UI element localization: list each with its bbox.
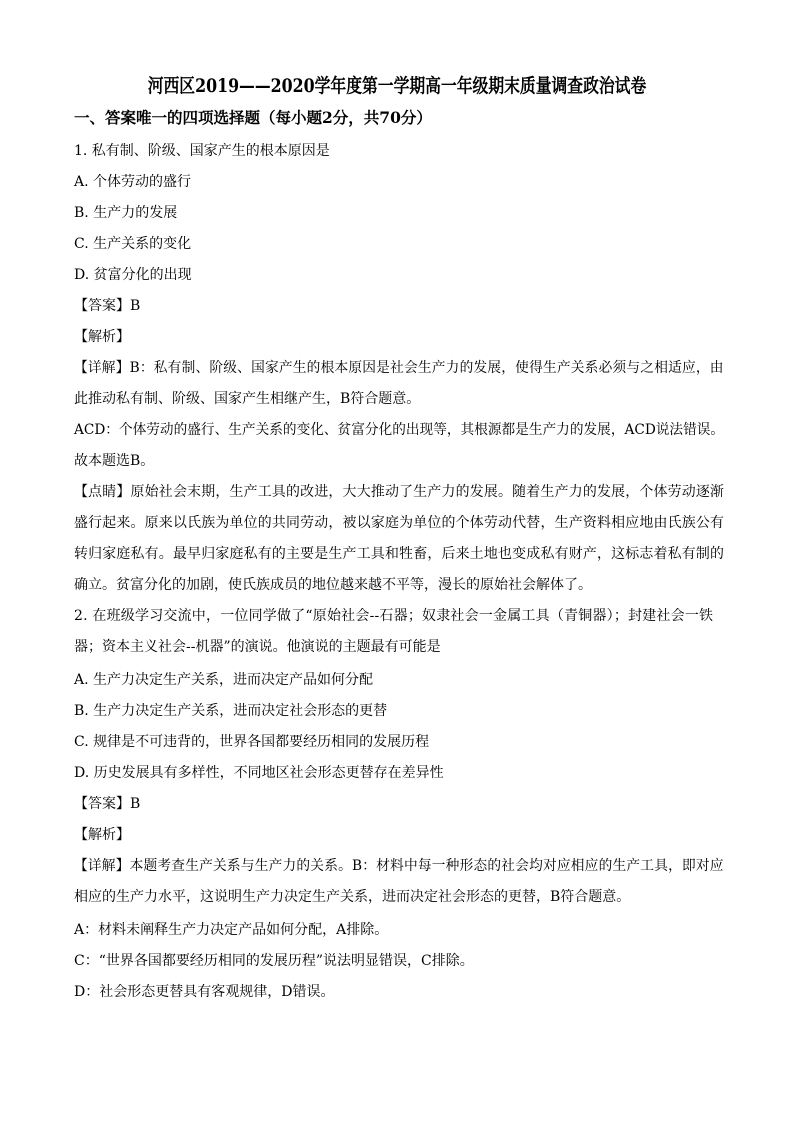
question-2-detail-line: A：材料未阐释生产力决定产品如何分配，A排除。: [74, 922, 389, 938]
question-1-comment-line: 转归家庭私有。最早归家庭私有的主要是生产工具和牲畜，后来土地也变成私有财产，这标志着私有制的: [74, 546, 725, 562]
question-1-analysis-label: 【解析】: [74, 329, 130, 345]
question-2-detail-line: C：“世界各国都要经历相同的发展历程”说法明显错误，C排除。: [74, 953, 474, 969]
question-2-detail-line: D：社会形态更替具有客观规律，D错误。: [74, 984, 335, 1000]
section-heading: 一、答案唯一的四项选择题（每小题2分，共70分）: [74, 108, 432, 127]
question-2-detail-line: 相应的生产力水平，这说明生产力决定生产关系，进而决定社会形态的更替，B符合题意。: [74, 889, 631, 905]
question-2-detail-line: 【详解】本题考查生产关系与生产力的关系。B：材料中每一种形态的社会均对应相应的生产工具，即对应: [74, 858, 724, 874]
question-1-detail-line: ACD：个体劳动的盛行、生产关系的变化、贫富分化的出现等，其根源都是生产力的发展，ACD说法错误。: [74, 422, 725, 438]
question-2-option-d: D. 历史发展具有多样性，不同地区社会形态更替存在差异性: [74, 765, 444, 781]
page-title: 河西区2019——2020学年度第一学期高一年级期末质量调查政治试卷: [147, 75, 647, 97]
question-1-option-b: B. 生产力的发展: [74, 205, 178, 221]
question-2-option-b: B. 生产力决定生产关系，进而决定社会形态的更替: [74, 703, 388, 719]
question-2-analysis-label: 【解析】: [74, 827, 130, 843]
question-2-stem: 器；资本主义社会--机器”的演说。他演说的主题最有可能是: [74, 639, 441, 655]
question-2-answer: 【答案】B: [74, 796, 141, 812]
question-1-answer: 【答案】B: [74, 298, 141, 314]
question-1-comment-line: 【点睛】原始社会末期，生产工具的改进，大大推动了生产力的发展。随着生产力的发展，个体劳动逐渐: [74, 484, 725, 500]
question-2-option-a: A. 生产力决定生产关系，进而决定产品如何分配: [74, 672, 374, 688]
question-1-detail-line: 故本题选B。: [74, 453, 155, 469]
question-1-detail-line: 【详解】B：私有制、阶级、国家产生的根本原因是社会生产力的发展，使得生产关系必须与之相适应，由: [74, 360, 724, 376]
question-2-stem: 2. 在班级学习交流中，一位同学做了“原始社会--石器；奴隶社会一金属工具（青铜器）；封建社会一铁: [74, 608, 714, 624]
question-1-option-a: A. 个体劳动的盛行: [74, 174, 192, 190]
question-1-detail-line: 此推动私有制、阶级、国家产生相继产生，B符合题意。: [74, 391, 421, 407]
question-1-comment-line: 确立。贫富分化的加剧，使氏族成员的地位越来越不平等，漫长的原始社会解体了。: [74, 577, 592, 593]
question-1-option-c: C. 生产关系的变化: [74, 236, 192, 252]
question-1-comment-line: 盛行起来。原来以氏族为单位的共同劳动，被以家庭为单位的个体劳动代替，生产资料相应地由氏族公有: [74, 515, 725, 531]
question-1-option-d: D. 贫富分化的出现: [74, 267, 192, 283]
question-2-option-c: C. 规律是不可违背的，世界各国都要经历相同的发展历程: [74, 734, 430, 750]
question-1-stem: 1. 私有制、阶级、国家产生的根本原因是: [74, 143, 330, 159]
